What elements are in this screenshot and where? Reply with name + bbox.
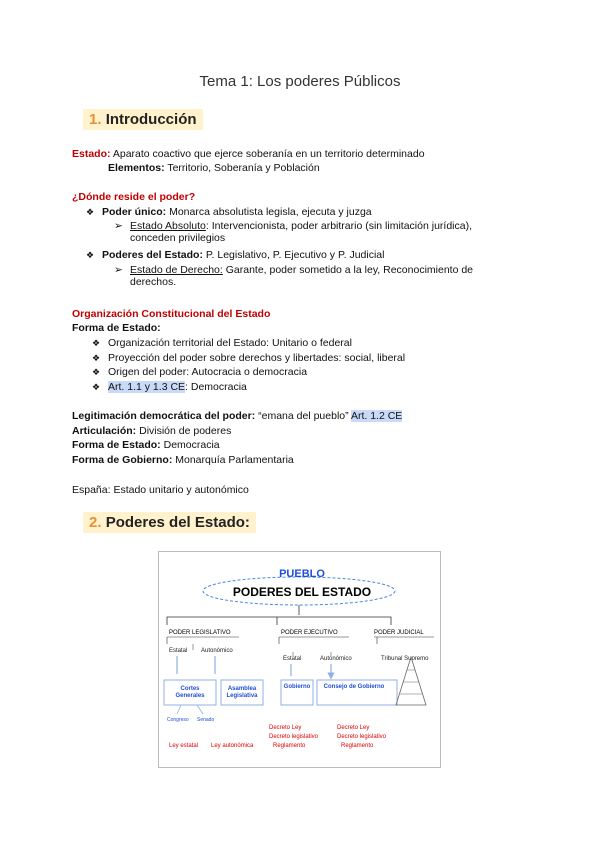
cortes-label: Cortes: [180, 686, 200, 692]
decreto-legislativo-label: Decreto legislativo: [337, 734, 387, 740]
estado-definition: [72, 148, 425, 160]
section-number: 1.: [89, 111, 102, 128]
reglamento-label: Reglamento: [341, 743, 374, 749]
arrow-bullet-icon: ➢: [114, 264, 123, 276]
section-label: Introducción: [105, 111, 197, 128]
diamond-bullet-icon: ❖: [92, 352, 101, 363]
poder-question: ¿Dónde reside el poder?: [72, 191, 196, 203]
reglamento-label: Reglamento: [273, 743, 306, 749]
arrow-bullet-icon: ➢: [114, 220, 123, 232]
split-lines: [177, 705, 203, 714]
cortes-label-2: Generales: [175, 693, 205, 699]
ejecutivo-label: PODER EJECUTIVO: [281, 630, 338, 636]
estado-absoluto-item: [114, 220, 526, 244]
article-reference: Art. 1.2 CE: [350, 410, 403, 422]
diagram-svg: [159, 552, 440, 767]
diamond-bullet-icon: ❖: [92, 367, 101, 377]
section-number: 2.: [89, 514, 102, 531]
section-label: Poderes del Estado:: [105, 514, 250, 531]
elementos-label: Elementos:: [108, 162, 165, 174]
list-item: ❖ Origen del poder: Autocracia o democracia: [92, 366, 308, 378]
elementos-line: [108, 162, 320, 174]
estado-derecho-text: Garante, poder sometido a la ley, Reconocimiento de: [222, 264, 474, 276]
consejo-label: Consejo de Gobierno: [323, 684, 385, 690]
org-list: [92, 337, 405, 395]
pyramid-icon: [396, 657, 426, 705]
poderes-diagram: [158, 551, 441, 768]
estatal-label: Estatal: [283, 656, 302, 662]
poderes-estado-label: Poderes del Estado:: [102, 249, 203, 261]
estado-derecho-label: Estado de Derecho:: [130, 264, 223, 276]
document-title: Tema 1: Los poderes Públicos: [199, 73, 401, 90]
autonomico-label: Autonómico: [320, 656, 352, 662]
estado-derecho-text2: derechos.: [130, 276, 177, 288]
forma-gobierno-line: Forma de Gobierno: Monarquía Parlamentaria: [72, 454, 294, 466]
section-heading-poderes: [83, 512, 256, 533]
ley-estatal-label: Ley estatal: [169, 743, 199, 749]
ley-autonomica-label: Ley autonómica: [211, 743, 254, 749]
estado-absoluto-text2: conceden privilegios: [130, 232, 226, 244]
list-item: ❖ Art. 1.1 y 1.3 CE: Democracia: [92, 380, 247, 393]
tribunal-label: Tribunal Supremo: [381, 656, 429, 662]
estado-text: Aparato coactivo que ejerce soberanía en un territorio determinado: [110, 148, 425, 160]
poder-unico-item: [86, 206, 372, 218]
list-item: ❖ Organización territorial del Estado: Unitario o federal: [92, 337, 352, 349]
forma-estado-line: Forma de Estado: Democracia: [72, 439, 220, 451]
arrow-icon: [177, 656, 331, 676]
decreto-ley-label: Decreto Ley: [337, 725, 370, 731]
forma-estado-heading: Forma de Estado:: [72, 322, 161, 334]
legitimacion-line: Legitimación democrática del poder: “emana del pueblo” Art. 1.2 CE: [72, 410, 403, 422]
poderes-estado-item: [86, 249, 384, 261]
asamblea-label: Asamblea: [227, 686, 257, 692]
asamblea-label-2: Legislativa: [226, 693, 258, 699]
article-reference: Art. 1.1 y 1.3 CE: [108, 380, 186, 393]
pyramid-levels: [400, 670, 422, 694]
elementos-text: Territorio, Soberanía y Población: [164, 162, 320, 174]
header-ticks: [167, 637, 377, 644]
estado-absoluto-label: Estado Absoluto: [130, 220, 206, 232]
autonomico-label: Autonómico: [201, 648, 233, 654]
poderes-label: PODERES DEL ESTADO: [232, 585, 372, 599]
poder-unico-label: Poder único:: [102, 206, 167, 218]
section-heading-introduccion: [83, 109, 203, 130]
senado-label: Senado: [197, 717, 215, 723]
poderes-estado-text: P. Legislativo, P. Ejecutivo y P. Judicial: [202, 249, 385, 261]
diamond-bullet-icon: ❖: [86, 207, 95, 217]
org-title: Organización Constitucional del Estado: [72, 308, 271, 320]
estatal-label: Estatal: [169, 648, 188, 654]
estado-absoluto-text: : Intervencionista, poder arbitrario (sin limitación jurídica),: [205, 220, 472, 232]
gobierno-label: Gobierno: [283, 684, 311, 690]
decreto-legislativo-label: Decreto legislativo: [269, 734, 319, 740]
connector-lines: [167, 605, 391, 625]
diamond-bullet-icon: ❖: [92, 381, 101, 392]
articulacion-line: Articulación: División de poderes: [72, 425, 232, 437]
diamond-bullet-icon: ❖: [86, 250, 95, 260]
judicial-label: PODER JUDICIAL: [374, 630, 424, 636]
estado-label: Estado:: [72, 148, 111, 160]
legislativo-label: PODER LEGISLATIVO: [169, 630, 231, 636]
pueblo-label: PUEBLO: [279, 568, 325, 580]
decreto-ley-label: Decreto Ley: [269, 725, 302, 731]
diamond-bullet-icon: ❖: [92, 338, 101, 348]
poder-unico-text: Monarca absolutista legisla, ejecuta y juzga: [166, 206, 372, 218]
list-item: ❖ Proyección del poder sobre derechos y libertades: social, liberal: [92, 351, 406, 364]
congreso-label: Congreso: [167, 717, 189, 723]
espana-line: España: Estado unitario y autonómico: [72, 484, 249, 496]
estado-derecho-item: [114, 264, 526, 288]
